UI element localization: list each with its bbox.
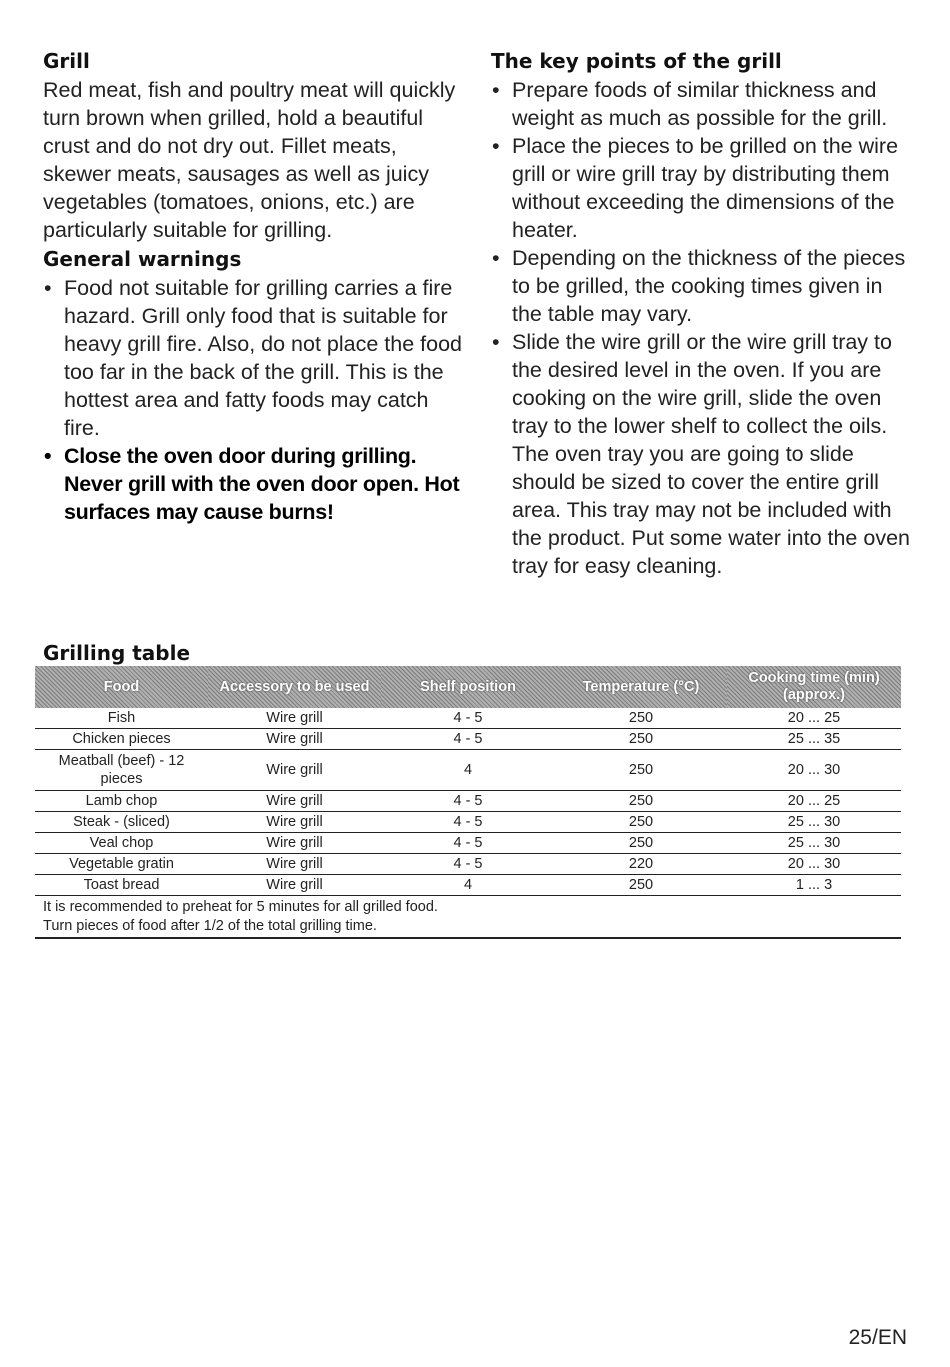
table-row [35, 708, 901, 729]
right-column [491, 46, 911, 580]
cell-shelf: 4 - 5 [381, 791, 555, 812]
cell-temperature: 250 [555, 812, 727, 833]
cell-accessory: Wire grill [208, 854, 381, 875]
bullet-icon: • [44, 276, 52, 300]
general-warnings-heading: General warnings [43, 247, 242, 271]
grilling-table [35, 666, 901, 939]
col-header-shelf: Shelf position [381, 666, 555, 708]
cell-cooking-time: 25 ... 35 [727, 729, 901, 750]
grilling-table-title: Grilling table [43, 641, 191, 665]
bullet-icon: • [44, 444, 52, 468]
table-note: It is recommended to preheat for 5 minutes for all grilled food. [43, 899, 438, 915]
col-header-cooking-time: Cooking time (min) (approx.) [727, 666, 901, 708]
bullet-icon: • [492, 78, 500, 102]
cell-temperature: 250 [555, 791, 727, 812]
table-row [35, 791, 901, 812]
key-point-text: Prepare foods of similar thickness and weight as much as possible for the grill. [512, 78, 888, 130]
cell-food: Chicken pieces [35, 729, 208, 750]
cell-cooking-time: 1 ... 3 [727, 875, 901, 896]
grill-intro-text: Red meat, fish and poultry meat will quickly turn brown when grilled, hold a beautiful crust and do not dry out. Fillet meats, skewer meats, sausages as well as juicy vegetables (tomatoes, onions, etc.) are particularly suitable for grilling. [43, 78, 456, 242]
table-notes-row [35, 896, 901, 939]
table-note: Turn pieces of food after 1/2 of the total grilling time. [43, 918, 377, 934]
bullet-icon: • [492, 330, 500, 354]
cell-accessory: Wire grill [208, 750, 381, 791]
cell-food: Veal chop [35, 833, 208, 854]
cell-food: Meatball (beef) - 12 pieces [35, 750, 208, 791]
cell-cooking-time: 20 ... 30 [727, 854, 901, 875]
cell-accessory: Wire grill [208, 791, 381, 812]
warnings-list [43, 274, 463, 526]
cell-cooking-time: 25 ... 30 [727, 833, 901, 854]
cell-accessory: Wire grill [208, 729, 381, 750]
cell-food: Toast bread [35, 875, 208, 896]
cell-shelf: 4 - 5 [381, 708, 555, 729]
table-header-row [35, 666, 901, 708]
key-points-list [491, 76, 911, 580]
warning-item [43, 274, 463, 442]
cell-shelf: 4 - 5 [381, 812, 555, 833]
cell-food: Fish [35, 708, 208, 729]
table-row [35, 833, 901, 854]
col-header-accessory: Accessory to be used [208, 666, 381, 708]
table-row [35, 875, 901, 896]
warning-text: Close the oven door during grilling. Never grill with the oven door open. Hot surfaces may cause burns! [64, 444, 460, 524]
cell-accessory: Wire grill [208, 833, 381, 854]
key-point-text: Slide the wire grill or the wire grill tray to the desired level in the oven. If you are cooking on the wire grill, slide the oven tray to the lower shelf to collect the oils. The oven tray you are going to slide should be sized to cover the entire grill area. This tray may not be included with the product. Put some water into the oven tray for easy cleaning. [512, 330, 910, 578]
key-point-item [491, 328, 911, 580]
key-point-text: Depending on the thickness of the pieces to be grilled, the cooking times given in the table may vary. [512, 246, 906, 326]
table-row [35, 854, 901, 875]
cell-accessory: Wire grill [208, 708, 381, 729]
cell-temperature: 250 [555, 833, 727, 854]
cell-accessory: Wire grill [208, 812, 381, 833]
cell-shelf: 4 [381, 750, 555, 791]
key-point-text: Place the pieces to be grilled on the wire grill or wire grill tray by distributing them without exceeding the dimensions of the heater. [512, 134, 899, 242]
cell-shelf: 4 - 5 [381, 833, 555, 854]
page-number: 25/EN [848, 1326, 907, 1349]
cell-temperature: 250 [555, 875, 727, 896]
col-header-temperature: Temperature (°C) [555, 666, 727, 708]
table-row [35, 812, 901, 833]
table-row [35, 729, 901, 750]
cell-temperature: 220 [555, 854, 727, 875]
key-points-heading: The key points of the grill [491, 49, 782, 73]
col-header-food: Food [35, 666, 208, 708]
table-row [35, 750, 901, 791]
cell-cooking-time: 25 ... 30 [727, 812, 901, 833]
key-point-item [491, 76, 911, 132]
cell-cooking-time: 20 ... 25 [727, 791, 901, 812]
cell-accessory: Wire grill [208, 875, 381, 896]
cell-shelf: 4 - 5 [381, 854, 555, 875]
bullet-icon: • [492, 246, 500, 270]
left-column [43, 46, 463, 526]
cell-cooking-time: 20 ... 30 [727, 750, 901, 791]
warning-text: Food not suitable for grilling carries a fire hazard. Grill only food that is suitable for heavy grill fire. Also, do not place the food too far in the back of the grill. This is the hottest area and fatty foods may catch fire. [64, 276, 462, 440]
cell-cooking-time: 20 ... 25 [727, 708, 901, 729]
warning-item-emphasis [43, 442, 463, 526]
cell-shelf: 4 - 5 [381, 729, 555, 750]
cell-food: Vegetable gratin [35, 854, 208, 875]
cell-food: Steak - (sliced) [35, 812, 208, 833]
cell-temperature: 250 [555, 750, 727, 791]
cell-food: Lamb chop [35, 791, 208, 812]
cell-temperature: 250 [555, 708, 727, 729]
table-notes [35, 896, 901, 939]
key-point-item [491, 244, 911, 328]
bullet-icon: • [492, 134, 500, 158]
cell-temperature: 250 [555, 729, 727, 750]
grill-heading: Grill [43, 49, 90, 73]
cell-shelf: 4 [381, 875, 555, 896]
key-point-item [491, 132, 911, 244]
